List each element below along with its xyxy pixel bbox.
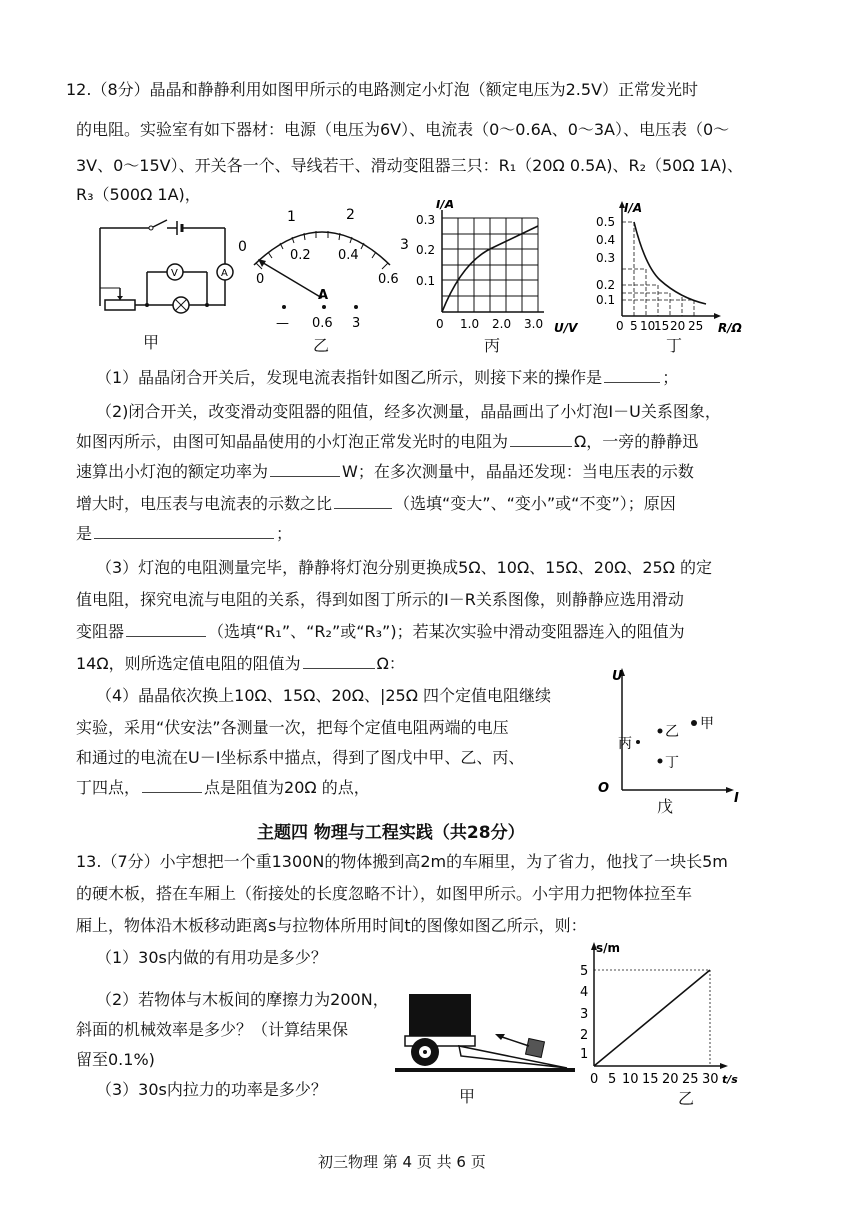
circuit-figure [95, 210, 245, 340]
ir-y-tick: 0.3 [596, 251, 616, 265]
answer-blank[interactable] [126, 635, 206, 637]
ui-point-label: 乙 [665, 724, 679, 740]
st-y-tick: 4 [580, 985, 589, 1000]
q12-p2d [76, 494, 676, 514]
q12-p2e [76, 524, 292, 544]
q12-p4c: 和通过的电流在U－I坐标系中描点，得到了图戊中甲、乙、丙、 [76, 748, 525, 767]
q12-p4d [76, 778, 370, 798]
iu-ylabel: I/A [436, 200, 455, 211]
q13-p1: （1）30s内做的有用功是多少？ [96, 948, 327, 967]
iu-x-tick: 1.0 [460, 317, 480, 331]
st-y-tick: 1 [580, 1047, 589, 1062]
q13-p2c: 留至0.1%) [76, 1050, 155, 1069]
ui-ylabel: U [612, 669, 623, 684]
ir-x-tick: 15 [654, 319, 670, 333]
q12-p2a: （2)闭合开关，改变滑动变阻器的阻值，经多次测量，晶晶画出了小灯泡I－U关系图象， [96, 402, 721, 421]
meter-top-tick: 2 [346, 207, 355, 223]
iu-x-tick: 2.0 [492, 317, 512, 331]
q13-line3: 厢上，物体沿木板移动距离s与拉物体所用时间t的图像如图乙所示，则： [76, 916, 587, 935]
st-x-tick: 0 [590, 1072, 599, 1087]
q12-p2b-end: Ω，一旁的静静迅 [574, 432, 699, 451]
q12-line3: 3V、0～15V）、开关各一个、导线若干、滑动变阻器三只：R₁（20Ω 0.5A)、R₂（50Ω 1A)、 [76, 156, 744, 175]
ir-y-tick: 0.2 [596, 278, 616, 292]
meter-terminal: 0.6 [312, 316, 333, 331]
meter-bottom-tick: 0.4 [338, 248, 359, 263]
ammeter-dial-figure [232, 203, 412, 333]
fig-q13-jia-caption: 甲 [459, 1087, 476, 1106]
ir-y-tick: 0.5 [596, 215, 616, 229]
st-y-tick: 5 [580, 964, 589, 979]
ui-point-label: 甲 [700, 716, 714, 732]
q12-p1 [96, 368, 678, 388]
q12-p4a: （4）晶晶依次换上10Ω、15Ω、20Ω、|25Ω 四个定值电阻继续 [96, 686, 552, 705]
iu-y-tick: 0.2 [416, 243, 436, 257]
meter-bottom-tick: 0.2 [290, 248, 311, 263]
q12-p3a: （3）灯泡的电阻测量完毕，静静将灯泡分别更换成5Ω、10Ω、15Ω、20Ω、25Ω 的定 [96, 558, 713, 577]
iu-graph-figure [412, 200, 592, 340]
ui-point-label: 丁 [665, 755, 679, 771]
ui-xlabel: I [734, 791, 739, 806]
meter-bottom-tick: 0 [256, 272, 265, 287]
q12-line2: 的电阻。实验室有如下器材：电源（电压为6V）、电流表（0～0.6A、0～3A）、电压表（0～ [76, 120, 730, 139]
q12-p2d-text: 增大时，电压表与电流表的示数之比 [76, 494, 333, 513]
ir-graph-figure [590, 198, 760, 338]
q12-line1: 12.（8分）晶晶和静静利用如图甲所示的电路测定小灯泡（额定电压为2.5V）正常发光时 [66, 80, 699, 99]
st-graph-figure [572, 938, 747, 1088]
st-y-tick: 2 [580, 1028, 589, 1043]
st-x-tick: 20 [662, 1072, 679, 1087]
iu-x-tick: 3.0 [524, 317, 544, 331]
ui-origin: O [598, 781, 610, 796]
fig-ding-caption: 丁 [666, 336, 683, 355]
ui-scatter-figure [592, 660, 752, 815]
q13-p2a: （2）若物体与木板间的摩擦力为200N， [96, 990, 389, 1009]
meter-bottom-tick: 0.6 [378, 272, 399, 287]
answer-blank[interactable] [303, 667, 375, 669]
q13-line2: 的硬木板，搭在车厢上（衔接处的长度忽略不计），如图甲所示。小宇用力把物体拉至车 [76, 884, 693, 903]
page-footer: 初三物理 第 4 页 共 6 页 [318, 1153, 486, 1171]
ir-y-tick: 0.1 [596, 293, 616, 307]
ir-y-tick: 0.4 [596, 233, 616, 247]
fig-jia-caption: 甲 [143, 333, 160, 352]
fig-wu-caption: 戊 [657, 797, 674, 816]
iu-y-tick: 0.3 [416, 213, 436, 227]
meter-unit: A [318, 288, 329, 303]
section4-title: 主题四 物理与工程实践（共28分） [257, 823, 525, 843]
st-xlabel: t/s [722, 1073, 738, 1086]
meter-terminal: 3 [352, 316, 361, 331]
ir-ylabel: I/A [624, 201, 643, 215]
q12-p3d-text: 14Ω，则所选定值电阻的阻值为 [76, 654, 301, 673]
answer-blank[interactable] [604, 381, 660, 383]
q12-p3c-end: （选填“R₁”、“R₂”或“R₃”)；若某次实验中滑动变阻器连入的阻值为 [208, 622, 685, 641]
q12-p2e-end: ； [276, 524, 293, 543]
answer-blank[interactable] [270, 475, 340, 477]
ui-point-label: 丙 [618, 736, 632, 752]
svg-text:V: V [171, 268, 178, 279]
truck-ramp-figure [395, 990, 580, 1080]
svg-text:A: A [221, 268, 228, 279]
q12-p1-text: （1）晶晶闭合开关后，发现电流表指针如图乙所示，则接下来的操作是 [96, 368, 603, 387]
q12-p2c-text: 速算出小灯泡的额定功率为 [76, 462, 269, 481]
ir-x-tick: 0 [616, 319, 624, 333]
q12-p1-end: ； [662, 368, 679, 387]
ir-x-tick: 25 [688, 319, 704, 333]
q13-p3: （3）30s内拉力的功率是多少？ [96, 1080, 327, 1099]
iu-x-tick: 0 [436, 317, 444, 331]
answer-blank[interactable] [334, 507, 392, 509]
q12-p4d-text: 丁四点， [76, 778, 141, 797]
q13-line1: 13.（7分）小宇想把一个重1300N的物体搬到高2m的车厢里，为了省力，他找了一块长5m [76, 852, 728, 871]
meter-top-tick: 3 [400, 237, 409, 253]
st-x-tick: 5 [608, 1072, 617, 1087]
q12-p2b-text: 如图丙所示，由图可知晶晶使用的小灯泡正常发光时的电阻为 [76, 432, 509, 451]
st-x-tick: 15 [642, 1072, 659, 1087]
q12-p2c-end: W；在多次测量中，晶晶还发现：当电压表的示数 [342, 462, 694, 481]
q12-p2e-text: 是 [76, 524, 93, 543]
ir-x-tick: 20 [670, 319, 686, 333]
q12-p3c [76, 622, 685, 642]
q12-p2b [76, 432, 698, 452]
q12-p3c-text: 变阻器 [76, 622, 125, 641]
meter-top-tick: 0 [238, 239, 247, 255]
iu-y-tick: 0.1 [416, 274, 436, 288]
st-y-tick: 3 [580, 1007, 589, 1022]
ir-xlabel: R/Ω [718, 321, 742, 335]
answer-blank[interactable] [142, 791, 202, 793]
q12-p4b: 实验，采用“伏安法”各测量一次，把每个定值电阻两端的电压 [76, 718, 509, 737]
meter-terminal: — [276, 316, 289, 331]
q12-p3d [76, 654, 405, 674]
q12-p3b: 值电阻，探究电流与电阻的关系，得到如图丁所示的I－R关系图像，则静静应选用滑动 [76, 590, 684, 609]
q12-p2c [76, 462, 694, 482]
answer-blank[interactable] [510, 445, 572, 447]
q12-p2d-end: （选填“变大”、“变小”或“不变”）；原因 [394, 494, 676, 513]
q12-line4: R₃（500Ω 1A)， [76, 185, 201, 204]
fig-bing-caption: 丙 [484, 336, 501, 355]
fig-q13-yi-caption: 乙 [678, 1089, 695, 1108]
ir-x-tick: 5 [630, 319, 638, 333]
ir-x-tick: 10 [640, 319, 656, 333]
st-ylabel: s/m [596, 941, 621, 955]
q12-p4d-end: 点是阻值为20Ω 的点， [204, 778, 370, 797]
st-x-tick: 25 [682, 1072, 699, 1087]
q13-p2b: 斜面的机械效率是多少？（计算结果保 [76, 1020, 349, 1039]
st-x-tick: 30 [702, 1072, 719, 1087]
iu-xlabel: U/V [554, 321, 578, 335]
q12-p3d-end: Ω： [376, 654, 405, 673]
fig-yi-caption: 乙 [313, 336, 330, 355]
meter-top-tick: 1 [287, 209, 296, 225]
answer-blank[interactable] [94, 537, 274, 539]
st-x-tick: 10 [622, 1072, 639, 1087]
